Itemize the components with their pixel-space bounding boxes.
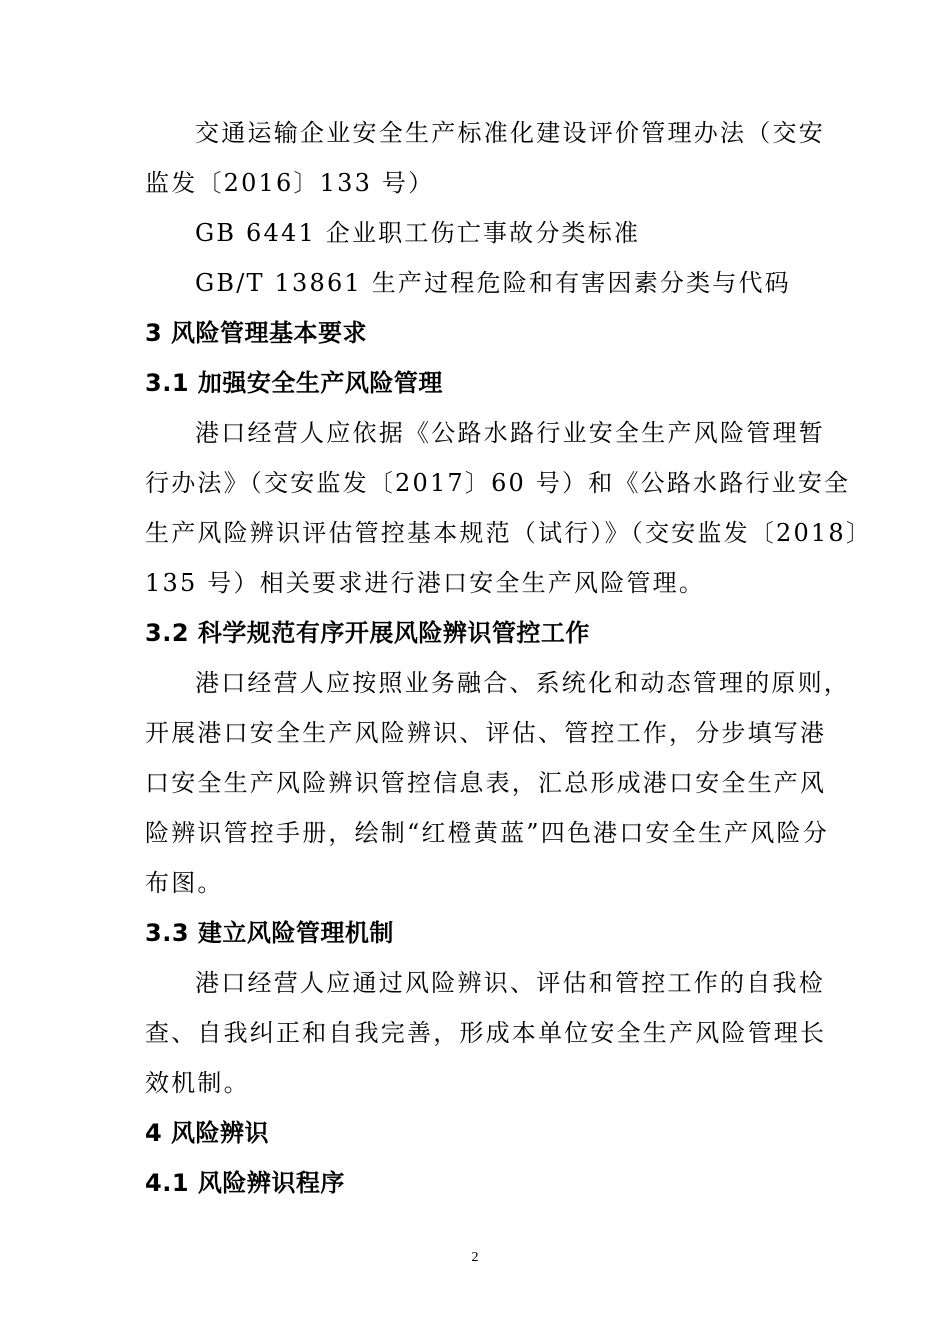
body-text-line: 查、自我纠正和自我完善，形成本单位安全生产风险管理长 <box>145 1019 827 1047</box>
subsection-heading: 3.1 加强安全生产风险管理 <box>145 369 443 397</box>
section-heading: 4 风险辨识 <box>145 1119 270 1147</box>
body-text-line: 开展港口安全生产风险辨识、评估、管控工作，分步填写港 <box>145 719 827 747</box>
body-text-line: 布图。 <box>145 869 224 897</box>
body-text-line: 生产风险辨识评估管控基本规范（试行）》（交安监发〔2018〕 <box>145 519 873 547</box>
body-text-line: 口安全生产风险辨识管控信息表，汇总形成港口安全生产风 <box>145 769 827 797</box>
body-text-line: 效机制。 <box>145 1069 250 1097</box>
body-text-line: 交通运输企业安全生产标准化建设评价管理办法（交安 <box>195 119 825 147</box>
page-number: 2 <box>471 1250 479 1265</box>
body-text-line: 港口经营人应按照业务融合、系统化和动态管理的原则， <box>195 669 850 697</box>
body-text-line: 行办法》（交安监发〔2017〕60 号）和《公路水路行业安全 <box>145 469 851 497</box>
body-text-line: 港口经营人应依据《公路水路行业安全生产风险管理暂 <box>195 419 825 447</box>
reference-standard-line: GB 6441 企业职工伤亡事故分类标准 <box>195 219 641 247</box>
body-text-line: 港口经营人应通过风险辨识、评估和管控工作的自我检 <box>195 969 825 997</box>
body-text-line: 险辨识管控手册，绘制“红橙黄蓝”四色港口安全生产风险分 <box>145 819 829 847</box>
body-text-line: 监发〔2016〕133 号） <box>145 169 435 197</box>
reference-standard-line: GB/T 13861 生产过程危险和有害因素分类与代码 <box>195 269 791 297</box>
section-heading: 3 风险管理基本要求 <box>145 319 368 347</box>
subsection-heading: 3.2 科学规范有序开展风险辨识管控工作 <box>145 619 590 647</box>
subsection-heading: 3.3 建立风险管理机制 <box>145 919 394 947</box>
body-text-line: 135 号）相关要求进行港口安全生产风险管理。 <box>145 569 706 597</box>
subsection-heading: 4.1 风险辨识程序 <box>145 1169 345 1197</box>
